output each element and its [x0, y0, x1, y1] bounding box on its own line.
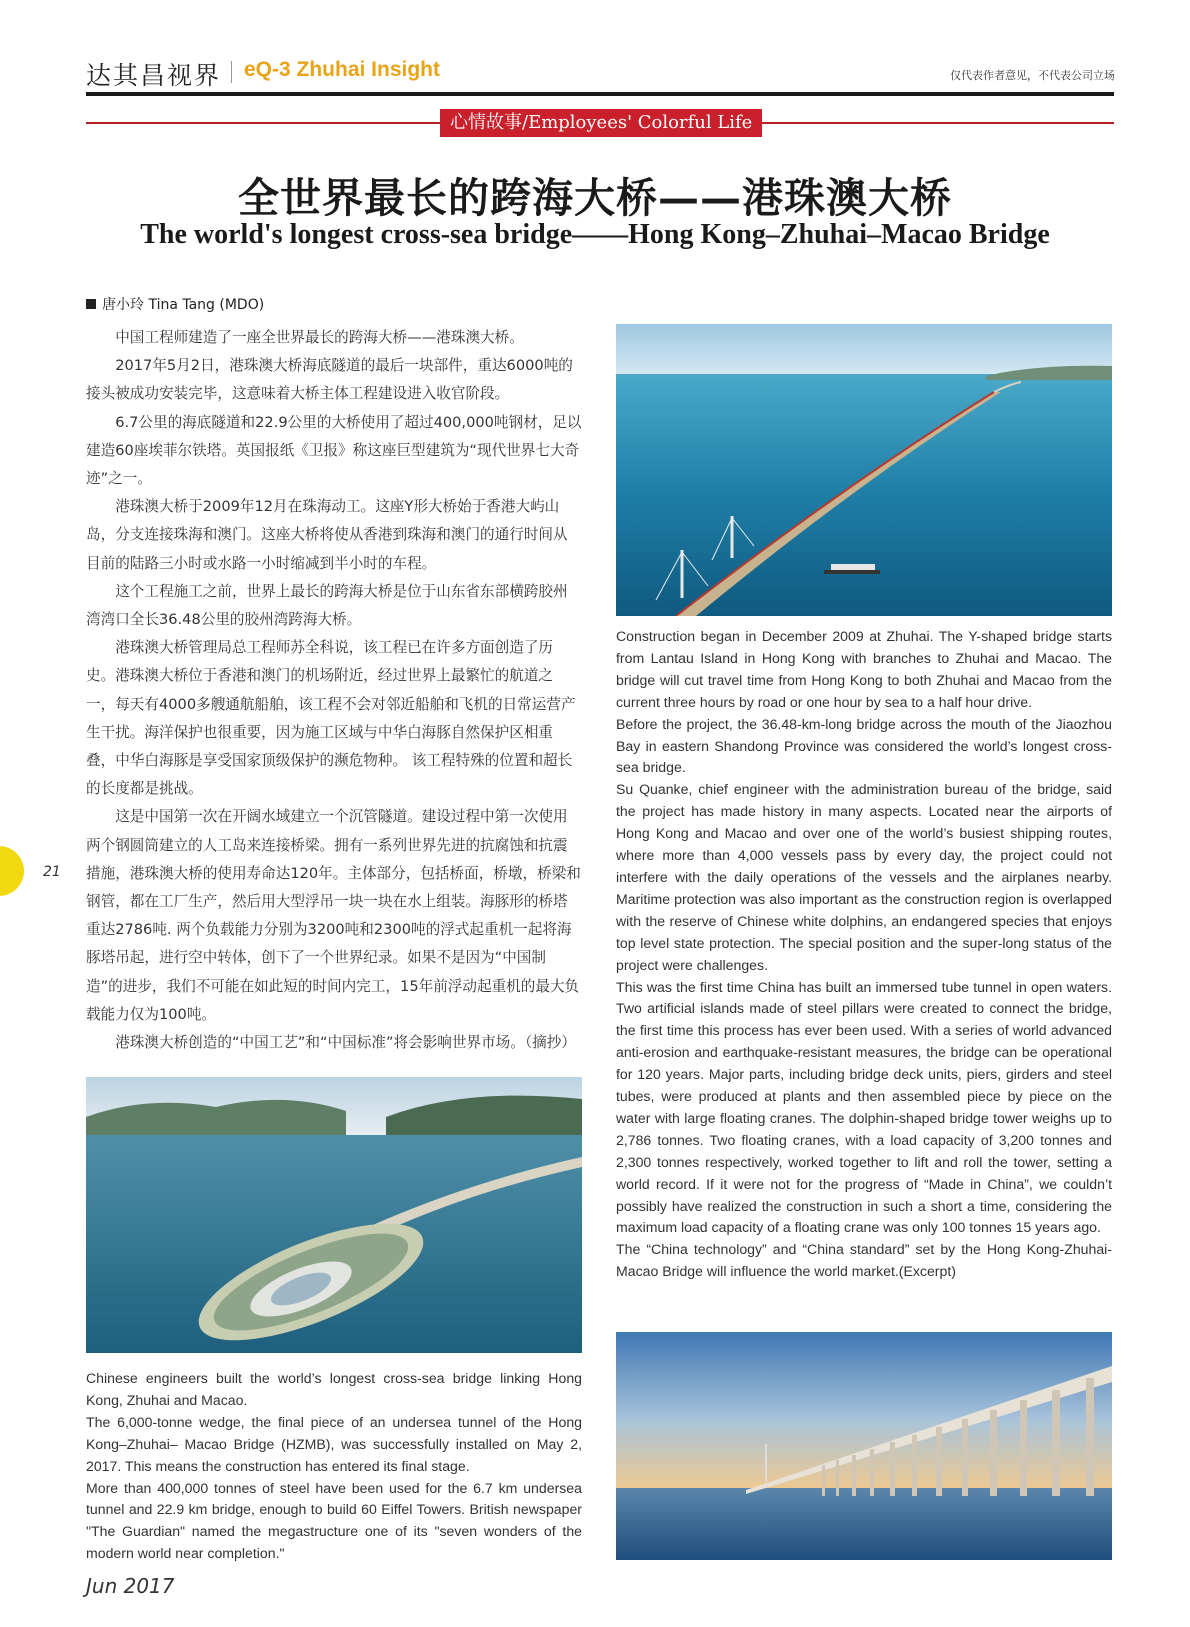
section-banner: 心情故事/Employees' Colorful Life [440, 109, 762, 137]
cn-paragraph: 港珠澳大桥于2009年12月在珠海动工。这座Y形大桥始于香港大屿山岛，分支连接珠海和澳门。这座大桥将使从香港到珠海和澳门的通行时间从目前的陆路三小时或水路一小时缩减到半小时的车程。 [86, 498, 568, 572]
en-paragraph: The “China technology” and “China standard” set by the Hong Kong-Zhuhai-Macao Bridge will influence the world market.(Excerpt) [616, 1241, 1112, 1280]
square-bullet-icon [86, 299, 96, 309]
en-paragraph: Chinese engineers built the world’s longest cross-sea bridge linking Hong Kong, Zhuhai and Macao. [86, 1370, 582, 1408]
en-paragraph: More than 400,000 tonnes of steel have been used for the 6.7 km undersea tunnel and 22.9 km bridge, enough to build 60 Eiffel Towers. British newspaper "The Guardian" named the megastructure one of its "seven wonders of the modern world near completion." [86, 1479, 582, 1562]
chinese-body [86, 324, 582, 1057]
magazine-title-cn: 达其昌视界 [86, 61, 222, 90]
author: 唐小玲 Tina Tang (MDO) [102, 297, 265, 313]
cn-paragraph: 这是中国第一次在开阔水域建立一个沉管隧道。建设过程中第一次使用两个钢圆筒建立的人工岛来连接桥梁。拥有一系列世界先进的抗腐蚀和抗震措施，港珠澳大桥的使用寿命达120年。主体部分，包括桥面，桥墩，桥梁和钢管，都在工厂生产，然后用大型浮吊一块一块在水上组装。海豚形的桥塔重达2786吨. 两个负载能力分别为3200吨和2300吨的浮式起重机一起将海豚塔吊起，进行空中转体，创下了一个世界纪录。如果不是因为“中国制造”的进步，我们不可能在如此短的时间内完工，15年前浮动起重机的最大负载能力仅为100吨。 [86, 808, 581, 1023]
disclaimer: 仅代表作者意见，不代表公司立场 [950, 69, 1115, 82]
cn-paragraph: 中国工程师建造了一座全世界最长的跨海大桥——港珠澳大桥。 [115, 329, 524, 346]
en-paragraph: Before the project, the 36.48-km-long bridge across the mouth of the Jiaozhou Bay in eastern Shandong Province was considered the world’s longest cross-sea bridge. [616, 715, 1112, 776]
magazine-title-en: eQ-3 Zhuhai Insight [244, 58, 441, 81]
article-title-cn: 全世界最长的跨海大桥——港珠澳大桥 [238, 174, 952, 222]
en-paragraph: The 6,000-tonne wedge, the final piece of an undersea tunnel of the Hong Kong–Zhuhai– Macao Bridge (HZMB), was successfully installed on May 2, 2017. This means the construction has entered its final stage. [86, 1413, 582, 1474]
cn-paragraph: 2017年5月2日，港珠澳大桥海底隧道的最后一块部件，重达6000吨的接头被成功安装完毕，这意味着大桥主体工程建设进入收官阶段。 [86, 357, 573, 403]
bridge-aerial-photo [616, 324, 1112, 616]
artificial-island-photo [86, 1077, 582, 1353]
english-body-right [616, 626, 1112, 1283]
page-marker-dot [0, 846, 24, 896]
article-title-en: The world's longest cross-sea bridge——Hong Kong–Zhuhai–Macao Bridge [140, 219, 1050, 250]
en-paragraph: This was the first time China has built an immersed tube tunnel in open waters. Two artificial islands made of steel pillars were created to connect the bridge, the first time this process has ever been used. With a series of world advanced anti-erosion and earthquake-resistant measures, the bridge can be operational for 120 years. Major parts, including bridge deck units, piers, girders and steel tubes, were produced at plants and then assembled piece by piece on the water with large floating cranes. The dolphin-shaped bridge tower weighs up to 2,786 tonnes. Two floating cranes, with a load capacity of 3,200 tonnes and 2,300 tonnes respectively, worked together to lift and roll the tower, setting a world record. If it were not for the progress of “Made in China”, we couldn’t possibly have realized the construction in such a short a time, considering the maximum load capacity of a floating crane was only 100 tonnes 15 years ago. [616, 978, 1112, 1236]
cn-paragraph: 这个工程施工之前，世界上最长的跨海大桥是位于山东省东部横跨胶州湾湾口全长36.48公里的胶州湾跨海大桥。 [86, 582, 568, 629]
english-body-left [86, 1368, 582, 1565]
en-paragraph: Su Quanke, chief engineer with the administration bureau of the bridge, said the project has made history in many aspects. Located near the airports of Hong Kong and Macao and over one of the world’s busiest shipping routes, where more than 4,000 vessels pass by every day, the project could not interfere with the daily operations of the vessels and the airplanes nearby. Maritime protection was also important as the construction region is overlapped with the reserve of Chinese white dolphins, an endangered species that enjoys top level state protection. The special position and the super-long status of the project were challenges. [616, 781, 1112, 973]
header-rule [86, 92, 1114, 96]
issue-date: Jun 2017 [86, 1574, 175, 1598]
page-number: 21 [43, 864, 61, 880]
en-paragraph: Construction began in December 2009 at Zhuhai. The Y-shaped bridge starts from Lantau Island in Hong Kong with branches to Zhuhai and Macao. The bridge will cut travel time from Hong Kong to both Zhuhai and Macao from the current three hours by road or one hour by sea to a half hour drive. [616, 628, 1112, 710]
cn-paragraph: 港珠澳大桥创造的“中国工艺”和“中国标准”将会影响世界市场。（摘抄） [115, 1034, 576, 1052]
header-separator [231, 61, 232, 83]
byline [86, 294, 264, 314]
cn-paragraph: 6.7公里的海底隧道和22.9公里的大桥使用了超过400,000吨钢材，足以建造60座埃菲尔铁塔。英国报纸《卫报》称这座巨型建筑为“现代世界七大奇迹”之一。 [86, 413, 582, 488]
cn-paragraph: 港珠澳大桥管理局总工程师苏全科说，该工程已在许多方面创造了历史。港珠澳大桥位于香港和澳门的机场附近，经过世界上最繁忙的航道之一，每天有4000多艘通航船舶，该工程不会对邻近船舶和飞机的日常运营产生干扰。海洋保护也很重要，因为施工区域与中华白海豚自然保护区相重叠，中华白海豚是享受国家顶级保护的濒危物种。 该工程特殊的位置和超长的长度都是挑战。 [86, 639, 576, 798]
bridge-sunset-photo [616, 1332, 1112, 1560]
